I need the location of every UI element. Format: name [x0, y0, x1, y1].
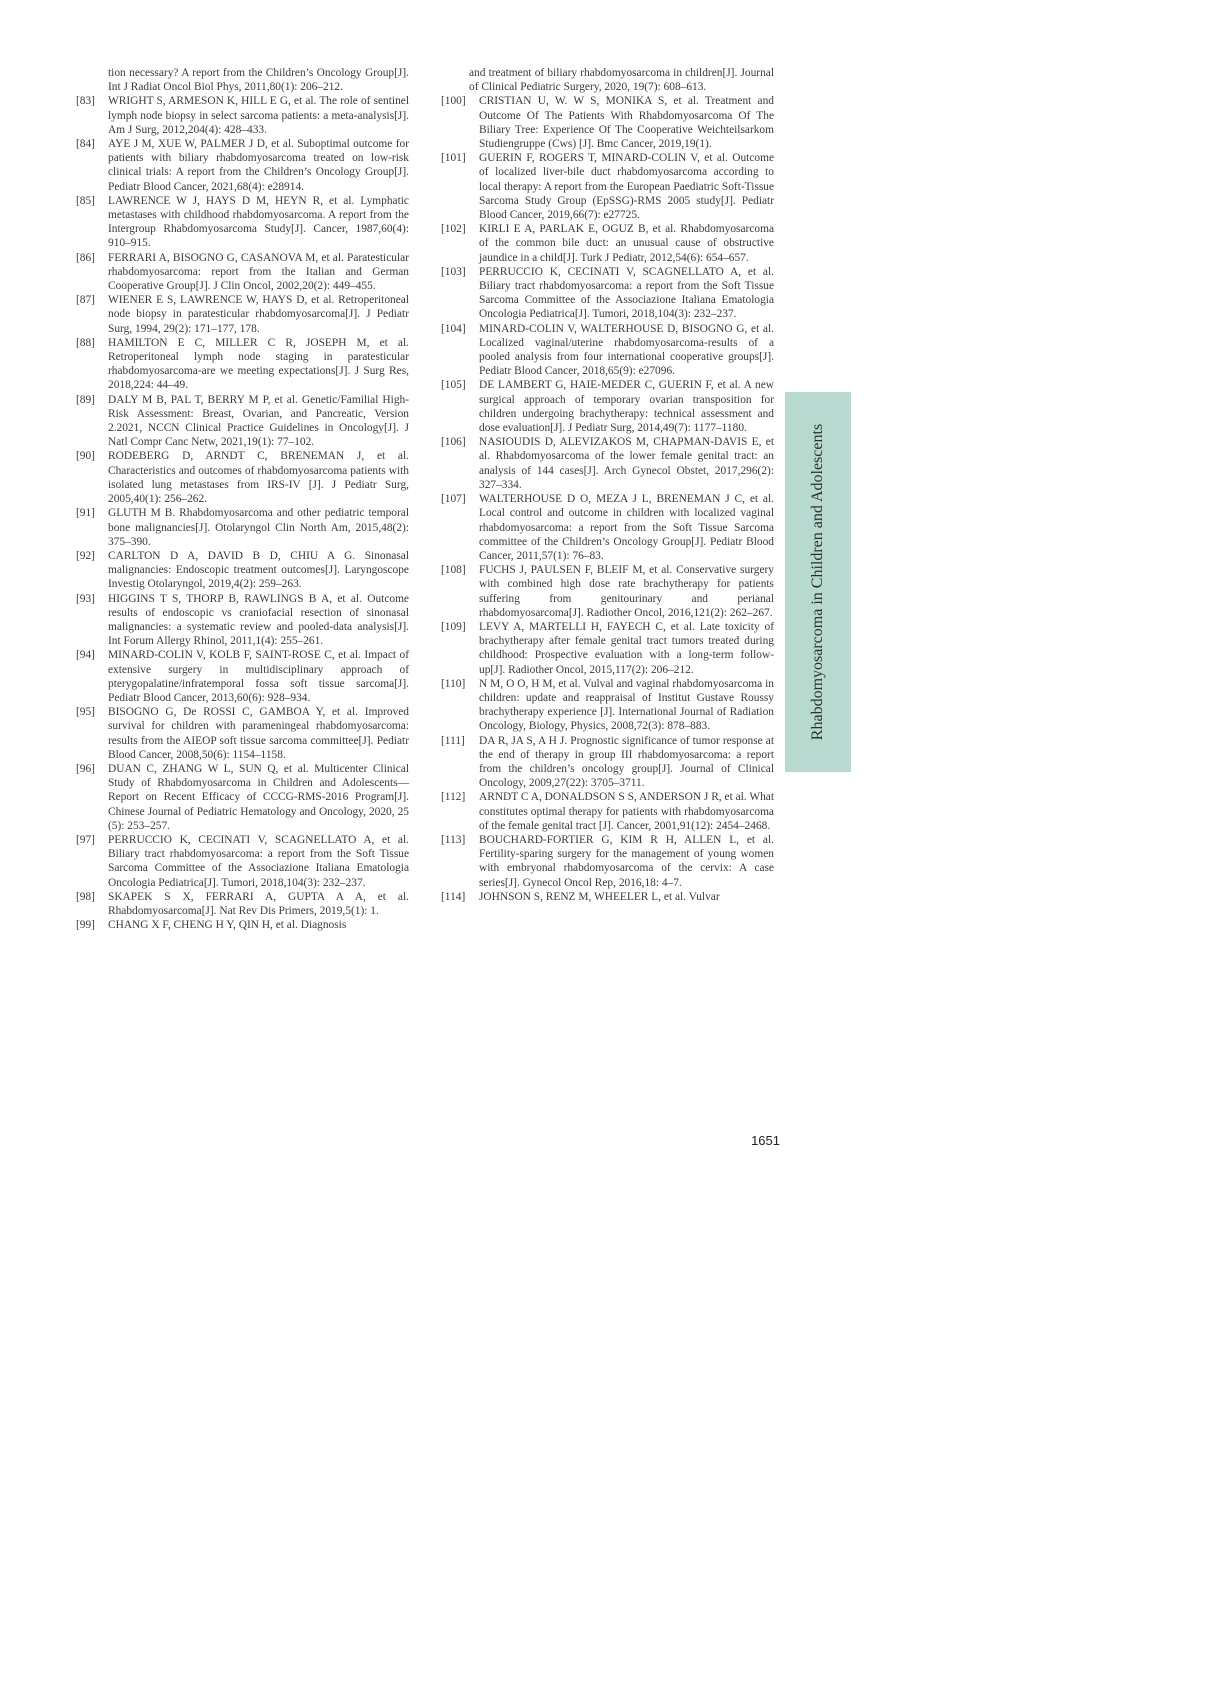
- reference-number: [110]: [441, 677, 466, 690]
- reference-text: LEVY A, MARTELLI H, FAYECH C, et al. Late toxicity of brachytherapy after female genital tract tumors treated during childhood: Prospective evaluation with a long-term follow-up[J]. Radiother Oncol, 2015,117(2): 206–212.: [479, 620, 774, 676]
- reference-text: tion necessary? A report from the Children’s Oncology Group[J]. Int J Radiat Oncol Biol Phys, 2011,80(1): 206–212.: [108, 67, 409, 94]
- reference-number: [108]: [441, 564, 466, 577]
- reference-number: [112]: [441, 791, 466, 804]
- reference-entry: [441, 322, 774, 379]
- reference-text: WRIGHT S, ARMESON K, HILL E G, et al. The role of sentinel lymph node biopsy in select sarcoma patients: a meta-analysis[J]. Am J Surg, 2012,204(4): 428–433.: [108, 95, 409, 136]
- reference-number: [106]: [441, 436, 466, 449]
- reference-entry-continuation: [441, 66, 774, 94]
- reference-text: PERRUCCIO K, CECINATI V, SCAGNELLATO A, et al. Biliary tract rhabdomyosarcoma: a report from the Soft Tissue Sarcoma Committee of the Associazione Italiana Ematologia Oncologia Pediatrica[J]. Tumori, 2018,104(3): 232–237.: [108, 833, 409, 889]
- reference-number: [109]: [441, 620, 466, 633]
- reference-entry: [441, 734, 774, 791]
- reference-text: BISOGNO G, De ROSSI C, GAMBOA Y, et al. Improved survival for children with parameningeal rhabdomyosarcoma: results from the AIEOP soft tissue sarcoma committee[J]. Pediatr Blood Cancer, 2008,50(6): 1154–1158.: [108, 706, 409, 761]
- reference-number: [102]: [441, 223, 466, 236]
- reference-text: WALTERHOUSE D O, MEZA J L, BRENEMAN J C, et al. Local control and outcome in children with localized vaginal rhabdomyosarcoma: a report from the Soft Tissue Sarcoma committee of the Children’s Oncology Group[J]. Pediatr Blood Cancer, 2011,57(1): 76–83.: [479, 493, 774, 562]
- reference-number: [105]: [441, 379, 466, 392]
- reference-entry: [441, 378, 774, 435]
- reference-entry: [441, 677, 774, 734]
- reference-entry: [441, 222, 774, 265]
- reference-number: [88]: [76, 336, 95, 349]
- reference-text: NASIOUDIS D, ALEVIZAKOS M, CHAPMAN-DAVIS E, et al. Rhabdomyosarcoma of the lower female genital tract: an analysis of 144 cases[J]. Arch Gynecol Obstet, 2017,296(2): 327–334.: [479, 436, 774, 491]
- reference-text: SKAPEK S X, FERRARI A, GUPTA A A, et al. Rhabdomyosarcoma[J]. Nat Rev Dis Primers, 2019,5(1): 1.: [108, 890, 409, 917]
- reference-text: CRISTIAN U, W. W S, MONIKA S, et al. Treatment and Outcome Of The Patients With Rhabdomyosarcoma Of The Biliary Tree: Experience Of The Cooperative Weichteilsarkom Studiengruppe (Cws) [J]. Bmc Cancer, 2019,19(1).: [479, 95, 774, 151]
- reference-entry: [441, 620, 774, 677]
- reference-number: [87]: [76, 294, 95, 307]
- reference-number: [113]: [441, 833, 466, 846]
- reference-text: GLUTH M B. Rhabdomyosarcoma and other pediatric temporal bone malignancies[J]. Otolaryngol Clin North Am, 2015,48(2): 375–390.: [108, 507, 409, 548]
- reference-number: [90]: [76, 450, 95, 463]
- reference-entry: [76, 449, 409, 506]
- section-side-tab: [785, 392, 851, 772]
- reference-entry: [76, 833, 409, 890]
- reference-entry: [76, 918, 409, 932]
- reference-number: [93]: [76, 592, 95, 605]
- reference-text: DA R, JA S, A H J. Prognostic significance of tumor response at the end of therapy in group III rhabdomyosarcoma: a report from the children’s oncology group[J]. Journal of Clinical Oncology, 2009,27(22): 3705–3711.: [479, 734, 774, 790]
- page-number: 1651: [751, 1133, 780, 1148]
- reference-number: [107]: [441, 493, 466, 506]
- reference-number: [94]: [76, 649, 95, 662]
- reference-text: CARLTON D A, DAVID B D, CHIU A G. Sinonasal malignancies: Endoscopic treatment outcomes[J]. Laryngoscope Investig Otolaryngol, 2019,4(2): 259–263.: [108, 549, 409, 591]
- reference-number: [101]: [441, 152, 466, 165]
- reference-entry: [76, 648, 409, 705]
- reference-number: [104]: [441, 322, 466, 335]
- reference-text: N M, O O, H M, et al. Vulval and vaginal rhabdomyosarcoma in children: update and reappraisal of Institut Gustave Roussy brachytherapy experience [J]. International Journal of Radiation Oncology, Biology, Physics, 2008,72(3): 878–883.: [479, 677, 774, 733]
- reference-entry: [76, 293, 409, 336]
- reference-entry: [76, 393, 409, 450]
- reference-entry: [441, 151, 774, 222]
- reference-text: JOHNSON S, RENZ M, WHEELER L, et al. Vulvar: [479, 890, 720, 903]
- reference-number: [103]: [441, 265, 466, 278]
- reference-column-right: [441, 66, 774, 904]
- reference-number: [114]: [441, 890, 466, 903]
- reference-entry: [76, 592, 409, 649]
- reference-number: [91]: [76, 507, 95, 520]
- reference-text: ARNDT C A, DONALDSON S S, ANDERSON J R, et al. What constitutes optimal therapy for patients with rhabdomyosarcoma of the female genital tract [J]. Cancer, 2001,91(12): 2454–2468.: [479, 791, 774, 832]
- reference-text: FUCHS J, PAULSEN F, BLEIF M, et al. Conservative surgery with combined high dose rate brachytherapy for patients suffering from genitourinary and perianal rhabdomyosarcoma[J]. Radiother Oncol, 2016,121(2): 262–267.: [479, 564, 774, 619]
- reference-text: AYE J M, XUE W, PALMER J D, et al. Suboptimal outcome for patients with biliary rhabdomyosarcoma treated on low-risk clinical trials: A report from the Children’s Oncology Group[J]. Pediatr Blood Cancer, 2021,68(4): e28914.: [108, 138, 409, 193]
- reference-number: [98]: [76, 890, 95, 903]
- reference-entry: [76, 94, 409, 137]
- reference-number: [83]: [76, 95, 95, 108]
- reference-text: MINARD-COLIN V, WALTERHOUSE D, BISOGNO G, et al. Localized vaginal/uterine rhabdomyosarcoma-results of a pooled analysis from four international cooperative groups[J]. Pediatr Blood Cancer, 2018,65(9): e27096.: [479, 322, 774, 378]
- reference-entry: [441, 435, 774, 492]
- reference-number: [92]: [76, 549, 95, 562]
- reference-text: and treatment of biliary rhabdomyosarcoma in children[J]. Journal of Clinical Pediatric Surgery, 2020, 19(7): 608–613.: [469, 67, 774, 94]
- reference-text: BOUCHARD-FORTIER G, KIM R H, ALLEN L, et al. Fertility-sparing surgery for the management of young women with embryonal rhabdomyosarcoma of the cervix: A case series[J]. Gynecol Oncol Rep, 2016,18: 4–7.: [479, 833, 774, 889]
- reference-entry: [76, 336, 409, 393]
- reference-number: [100]: [441, 95, 466, 108]
- reference-number: [96]: [76, 762, 95, 775]
- reference-entry: [441, 790, 774, 833]
- reference-text: HIGGINS T S, THORP B, RAWLINGS B A, et al. Outcome results of endoscopic vs craniofacial resection of sinonasal malignancies: a systematic review and pooled-data analysis[J]. Int Forum Allergy Rhinol, 2011,1(4): 255–261.: [108, 592, 409, 648]
- reference-entry: [76, 705, 409, 762]
- reference-entry: [76, 137, 409, 194]
- reference-text: PERRUCCIO K, CECINATI V, SCAGNELLATO A, et al. Biliary tract rhabdomyosarcoma: a report from the Soft Tissue Sarcoma Committee of the Associazione Italiana Ematologia Oncologia Pediatrica[J]. Tumori, 2018,104(3): 232–237.: [479, 265, 774, 321]
- reference-entry: [76, 890, 409, 918]
- reference-text: WIENER E S, LAWRENCE W, HAYS D, et al. Retroperitoneal node biopsy in paratesticular rhabdomyosarcoma[J]. J Pediatr Surg, 1994, 29(2): 171–177, 178.: [108, 294, 409, 335]
- reference-number: [97]: [76, 833, 95, 846]
- reference-text: CHANG X F, CHENG H Y, QIN H, et al. Diagnosis: [108, 919, 347, 932]
- reference-entry: [76, 194, 409, 251]
- reference-entry: [76, 549, 409, 592]
- reference-number: [89]: [76, 393, 95, 406]
- reference-entry: [76, 762, 409, 833]
- reference-text: MINARD-COLIN V, KOLB F, SAINT-ROSE C, et al. Impact of extensive surgery in multidisciplinary approach of pterygopalatine/infratemporal fossa soft tissue sarcoma[J]. Pediatr Blood Cancer, 2013,60(6): 928–934.: [108, 649, 409, 704]
- reference-entry: [76, 251, 409, 294]
- reference-text: DALY M B, PAL T, BERRY M P, et al. Genetic/Familial High-Risk Assessment: Breast, Ovarian, and Pancreatic, Version 2.2021, NCCN Clinical Practice Guidelines in Oncology[J]. J Natl Compr Canc Netw, 2021,19(1): 77–102.: [108, 393, 409, 449]
- reference-column-left: [76, 66, 409, 932]
- reference-number: [95]: [76, 706, 95, 719]
- reference-entry: [441, 833, 774, 890]
- reference-text: LAWRENCE W J, HAYS D M, HEYN R, et al. Lymphatic metastases with childhood rhabdomyosarcoma. A report from the Intergroup Rhabdomyosarcoma Study[J]. Cancer, 1987,60(4): 910–915.: [108, 194, 409, 250]
- reference-entry-continuation: [76, 66, 409, 94]
- reference-entry: [441, 94, 774, 151]
- reference-text: HAMILTON E C, MILLER C R, JOSEPH M, et al. Retroperitoneal lymph node staging in paratesticular rhabdomyosarcoma-are we meeting expectations[J]. J Surg Res, 2018,224: 44–49.: [108, 336, 409, 392]
- reference-text: DE LAMBERT G, HAIE-MEDER C, GUERIN F, et al. A new surgical approach of temporary ovarian transposition for children undergoing brachytherapy: technical assessment and dose evaluation[J]. J Pediatr Surg, 2014,49(7): 1177–1180.: [479, 379, 774, 435]
- reference-entry: [441, 265, 774, 322]
- section-side-tab-label: Rhabdomyosarcoma in Children and Adolescents: [809, 423, 826, 741]
- reference-number: [111]: [441, 734, 465, 747]
- reference-number: [84]: [76, 138, 95, 151]
- reference-entry: [76, 506, 409, 549]
- reference-text: FERRARI A, BISOGNO G, CASANOVA M, et al. Paratesticular rhabdomyosarcoma: report from the Italian and German Cooperative Group[J]. J Clin Oncol, 2002,20(2): 449–455.: [108, 251, 409, 293]
- reference-number: [99]: [76, 919, 95, 932]
- reference-number: [85]: [76, 194, 95, 207]
- reference-text: KIRLI E A, PARLAK E, OGUZ B, et al. Rhabdomyosarcoma of the common bile duct: an unusual cause of obstructive jaundice in a child[J]. Turk J Pediatr, 2012,54(6): 654–657.: [479, 223, 774, 264]
- reference-entry: [441, 890, 774, 904]
- reference-text: DUAN C, ZHANG W L, SUN Q, et al. Multicenter Clinical Study of Rhabdomyosarcoma in Children and Adolescents—Report on Recent Efficacy of CCCG-RMS-2016 Program[J]. Chinese Journal of Pediatric Hematology and Oncology, 2020, 25 (5): 253–257.: [108, 762, 409, 832]
- reference-text: GUERIN F, ROGERS T, MINARD-COLIN V, et al. Outcome of localized liver-bile duct rhabdomyosarcoma according to local therapy: A report from the European Paediatric Soft-Tissue Sarcoma Study Group (EpSSG)-RMS 2005 study[J]. Pediatr Blood Cancer, 2019,66(7): e27725.: [479, 152, 774, 222]
- reference-entry: [441, 492, 774, 563]
- reference-text: RODEBERG D, ARNDT C, BRENEMAN J, et al. Characteristics and outcomes of rhabdomyosarcoma patients with isolated lung metastases from IRS-IV [J]. J Pediatr Surg, 2005,40(1): 256–262.: [108, 450, 409, 506]
- reference-entry: [441, 563, 774, 620]
- reference-number: [86]: [76, 251, 95, 264]
